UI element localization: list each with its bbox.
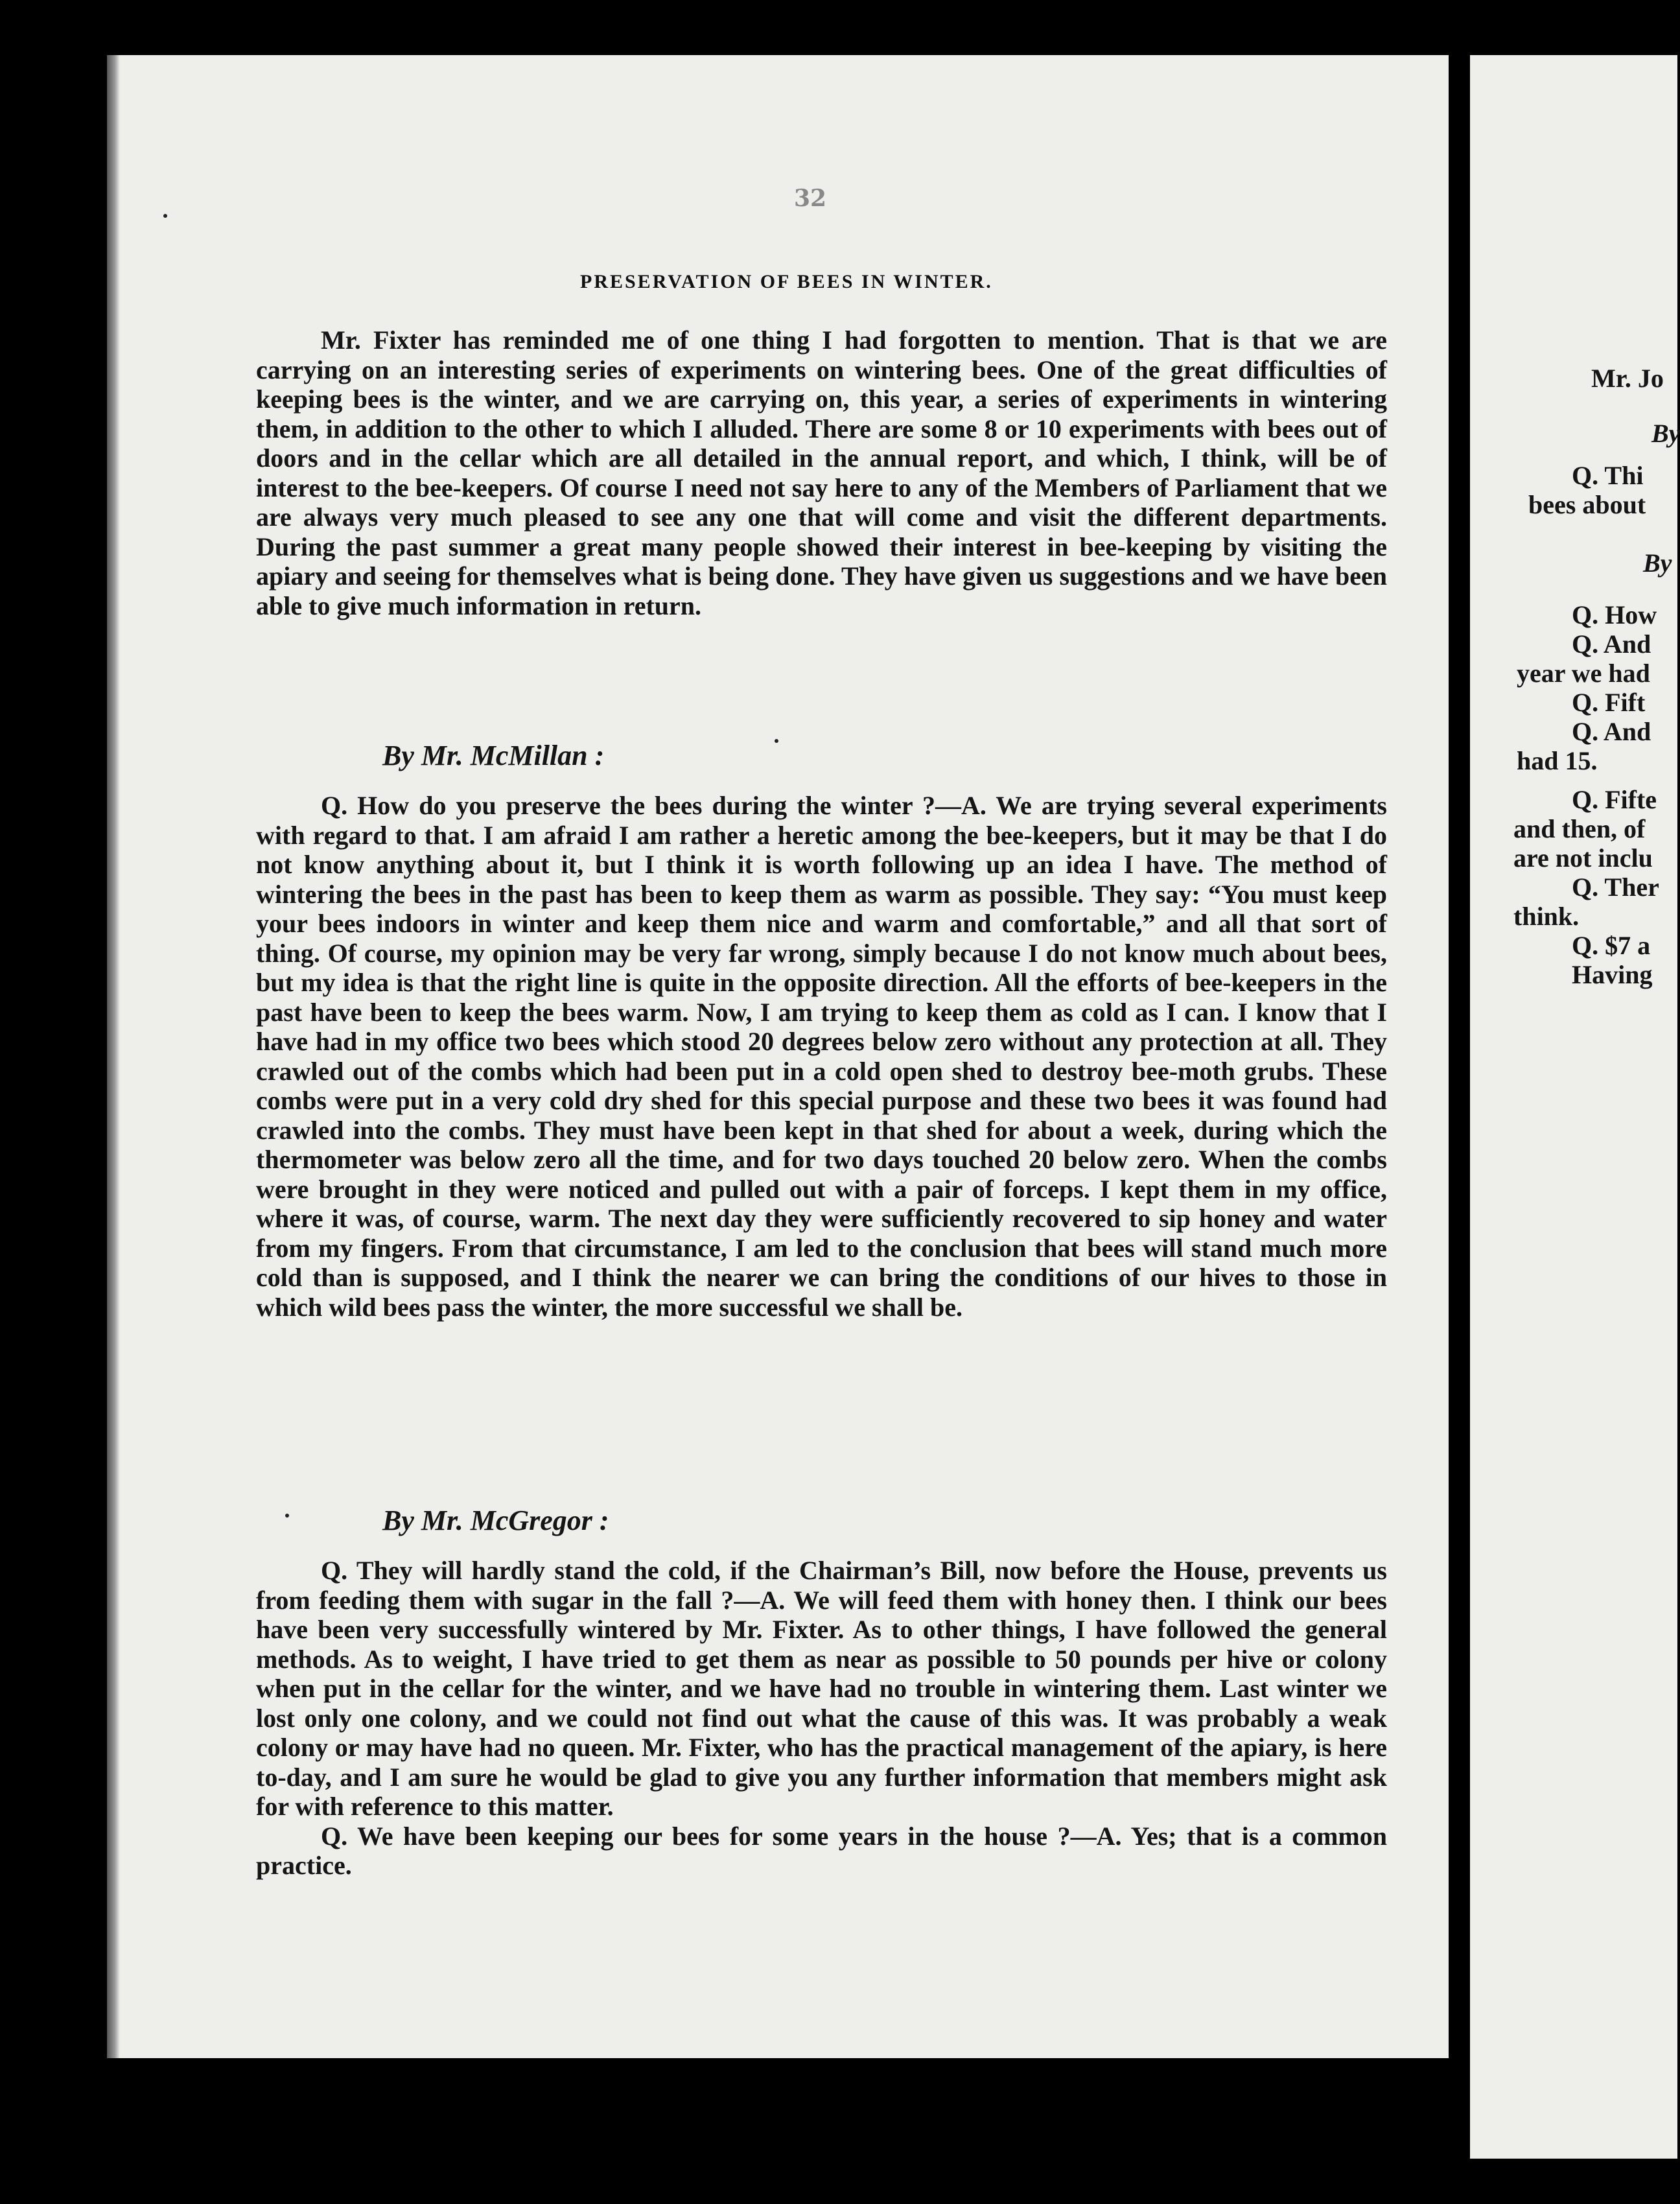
right-fragment: Having <box>1572 960 1653 989</box>
paragraph-text: Q. How do you preserve the bees during the winter ?—A. We are trying several experiments with regard to that. I am afraid I am rather a heretic among the bee-keepers, but it may be that I do not know anything about it, but I think it is worth following up an idea I have. The method of wintering the bees in the past has been to keep them as warm as possible. They say: “You must keep your bees indoors in winter and keep them nice and warm and comfortable,” and all that sort of thing. Of course, my opinion may be very far wrong, simply because I do not know much about bees, but my idea is that the right line is quite in the opposite direction. All the efforts of bee-keepers in the past have been to keep the bees warm. Now, I am trying to keep them as cold as I can. I know that I have had in my office two bees which stood 20 degrees below zero without any protection at all. They crawled out of the combs which had been put in a cold open shed to destroy bee-moth grubs. These combs were put in a very cold dry shed for this special purpose and these two bees it was found had crawled into the combs. They must have been kept in that shed for about a week, during which the thermometer was below zero all the time, and for two days touched 20 below zero. When the combs were brought in they were noticed and pulled out with a pair of forceps. I kept them in my office, where it was, of course, warm. The next day they were sufficiently recovered to sip honey and water from my fingers. From that circumstance, I am led to the conclusion that bees will stand much more cold than is supposed, and I think the nearer we can bring the conditions of our hives to those in which wild bees pass the winter, the more successful we shall be. <box>256 791 1387 1322</box>
right-fragment: year we had <box>1517 659 1650 688</box>
paragraph-text: Mr. Fixter has reminded me of one thing I had forgotten to mention. That is that we are carrying on an interesting series of experiments on wintering bees. One of the great difficulties of keeping bees is the winter, and we are carrying on, this year, a series of experiments in wintering them, in addition to the other to which I alluded. There are some 8 or 10 experiments with bees out of doors and in the cellar which are all detailed in the annual report, and which, I think, will be of interest to the bee-keepers. Of course I need not say here to any of the Members of Parliament that we are always very much pleased to see any one that will come and visit the different departments. During the past summer a great many people showed their interest in bee-keeping by visiting the apiary and seeing for themselves what is being done. They have given us suggestions and we have been able to give much information in return. <box>256 325 1387 620</box>
right-fragment: Q. Fift <box>1572 688 1646 717</box>
right-fragment: Mr. Jo <box>1591 364 1664 393</box>
speck-mark <box>775 739 778 743</box>
right-fragment: By <box>1643 548 1672 578</box>
right-fragment: bees about <box>1528 490 1646 519</box>
paragraph-mcmillan <box>256 791 1387 1322</box>
paragraph-fixter <box>256 325 1387 620</box>
right-fragment: Q. How <box>1572 600 1657 629</box>
page-number: 32 <box>794 185 827 212</box>
speaker-heading-mcmillan: By Mr. McMillan : <box>382 740 605 771</box>
right-fragment: and then, of <box>1513 814 1646 843</box>
running-head: PRESERVATION OF BEES IN WINTER. <box>580 271 993 292</box>
speck-mark <box>163 214 167 218</box>
right-fragment: By <box>1651 419 1680 448</box>
right-fragment: Q. Thi <box>1572 461 1644 490</box>
speck-mark <box>285 1514 289 1518</box>
right-fragment: Q. And <box>1572 717 1651 746</box>
right-fragment: had 15. <box>1517 746 1598 775</box>
right-fragment: Q. $7 a <box>1572 931 1651 960</box>
right-fragment: are not inclu <box>1513 843 1653 873</box>
right-fragment: Q. Fifte <box>1572 785 1657 814</box>
paragraph-text: Q. They will hardly stand the cold, if the Chairman’s Bill, now before the House, prevents us from feeding them with sugar in the fall ?—A. We will feed them with honey then. I think our bees have been very successfully wintered by Mr. Fixter. As to other things, I have followed the general methods. As to weight, I have tried to get them as near as possible to 50 pounds per hive or colony when put in the cellar for the winter, and we have had no trouble in wintering them. Last winter we lost only one colony, and we could not find out what the cause of this was. It was probably a weak colony or may have had no queen. Mr. Fixter, who has the practical management of the apiary, is here to-day, and I am sure he would be glad to give you any further information that members might ask for with reference to this matter. <box>256 1556 1387 1821</box>
paragraph-text: Q. We have been keeping our bees for some years in the house ?—A. Yes; that is a common practice. <box>256 1821 1387 1880</box>
speaker-heading-mcgregor: By Mr. McGregor : <box>382 1505 609 1536</box>
right-fragment: Q. And <box>1572 629 1651 659</box>
right-fragment: Q. Ther <box>1572 873 1659 902</box>
paragraph-mcgregor <box>256 1556 1387 1881</box>
right-fragment: think. <box>1513 902 1580 931</box>
